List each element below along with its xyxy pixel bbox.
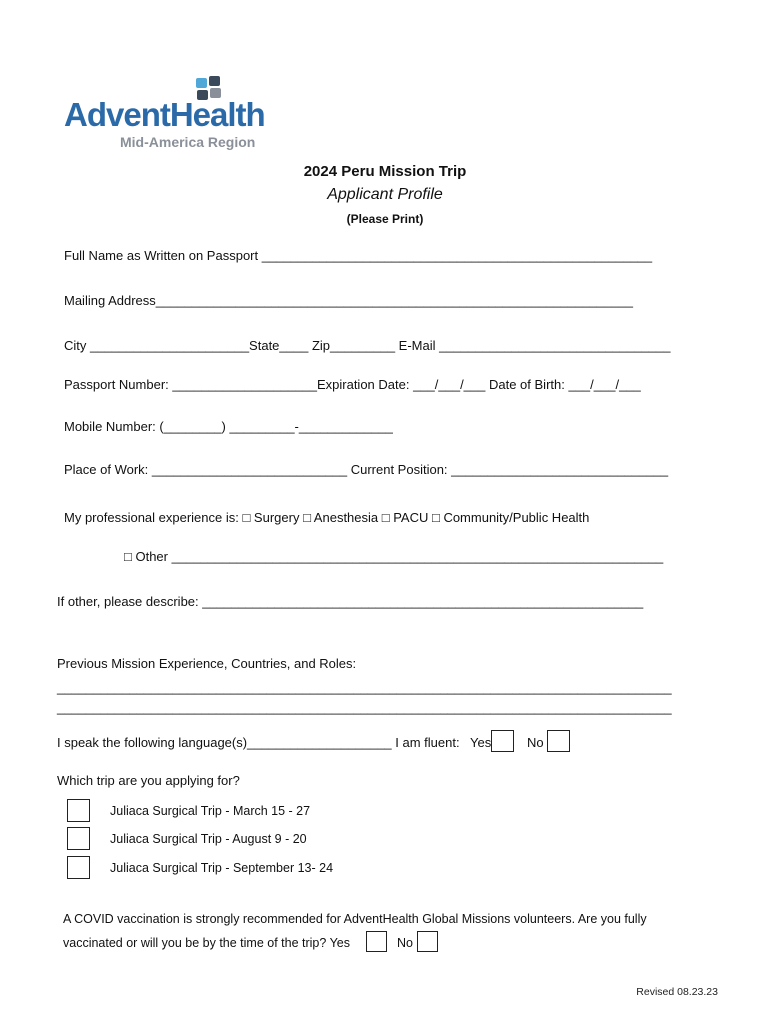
full-name-field[interactable]: Full Name as Written on Passport ______________________________________________________ bbox=[64, 248, 653, 263]
page-subtitle: Applicant Profile bbox=[327, 186, 443, 203]
trip-august-checkbox[interactable] bbox=[67, 827, 90, 850]
work-position-field[interactable]: Place of Work: ___________________________ Current Position: ______________________________ bbox=[64, 462, 669, 477]
fluent-no-label: No bbox=[527, 735, 544, 750]
adventhealth-logo bbox=[64, 74, 274, 156]
logo-brand-text: AdventHealth bbox=[64, 96, 265, 133]
trip-september-label: Juliaca Surgical Trip - September 13- 24 bbox=[110, 861, 334, 875]
fluent-yes-label: Yes bbox=[470, 735, 492, 750]
language-field[interactable]: I speak the following language(s)____________________ I am fluent: bbox=[57, 735, 460, 750]
covid-question-line-1: A COVID vaccination is strongly recommended for AdventHealth Global Missions volunteers. Are you fully bbox=[63, 912, 647, 926]
mailing-address-field[interactable]: Mailing Address__________________________________________________________________ bbox=[64, 293, 633, 308]
trip-september-checkbox[interactable] bbox=[67, 856, 90, 879]
previous-experience-line-2[interactable]: _____________________________________________________________________________________ bbox=[57, 700, 672, 715]
city-state-zip-email-field[interactable]: City ______________________State____ Zip_________ E-Mail ________________________________ bbox=[64, 338, 671, 353]
covid-yes-checkbox[interactable] bbox=[366, 931, 387, 952]
previous-experience-label: Previous Mission Experience, Countries, and Roles: bbox=[57, 656, 357, 671]
trip-question: Which trip are you applying for? bbox=[57, 773, 240, 788]
page-title: 2024 Peru Mission Trip bbox=[303, 163, 467, 180]
mobile-number-field[interactable]: Mobile Number: (________) _________-_____________ bbox=[64, 419, 393, 434]
fluent-yes-checkbox[interactable] bbox=[491, 730, 514, 752]
passport-dates-field[interactable]: Passport Number: ____________________Expiration Date: ___/___/___ Date of Birth: ___/___/___ bbox=[64, 377, 641, 392]
fluent-no-checkbox[interactable] bbox=[547, 730, 570, 752]
revision-date: Revised 08.23.23 bbox=[636, 986, 718, 998]
other-experience-field[interactable]: □ Other ____________________________________________________________________ bbox=[124, 549, 664, 564]
covid-no-label: No bbox=[397, 936, 413, 950]
other-description-field[interactable]: If other, please describe: _____________________________________________________________ bbox=[57, 594, 644, 609]
previous-experience-line-1[interactable]: _____________________________________________________________________________________ bbox=[57, 680, 672, 695]
print-instruction: (Please Print) bbox=[346, 212, 424, 226]
covid-question-line-2: vaccinated or will you be by the time of the trip? Yes bbox=[63, 936, 350, 950]
experience-options[interactable]: My professional experience is: □ Surgery □ Anesthesia □ PACU □ Community/Public Health bbox=[64, 510, 590, 525]
trip-march-label: Juliaca Surgical Trip - March 15 - 27 bbox=[110, 804, 311, 818]
trip-march-checkbox[interactable] bbox=[67, 799, 90, 822]
covid-no-checkbox[interactable] bbox=[417, 931, 438, 952]
logo-region-text: Mid-America Region bbox=[120, 134, 256, 150]
trip-august-label: Juliaca Surgical Trip - August 9 - 20 bbox=[110, 832, 307, 846]
